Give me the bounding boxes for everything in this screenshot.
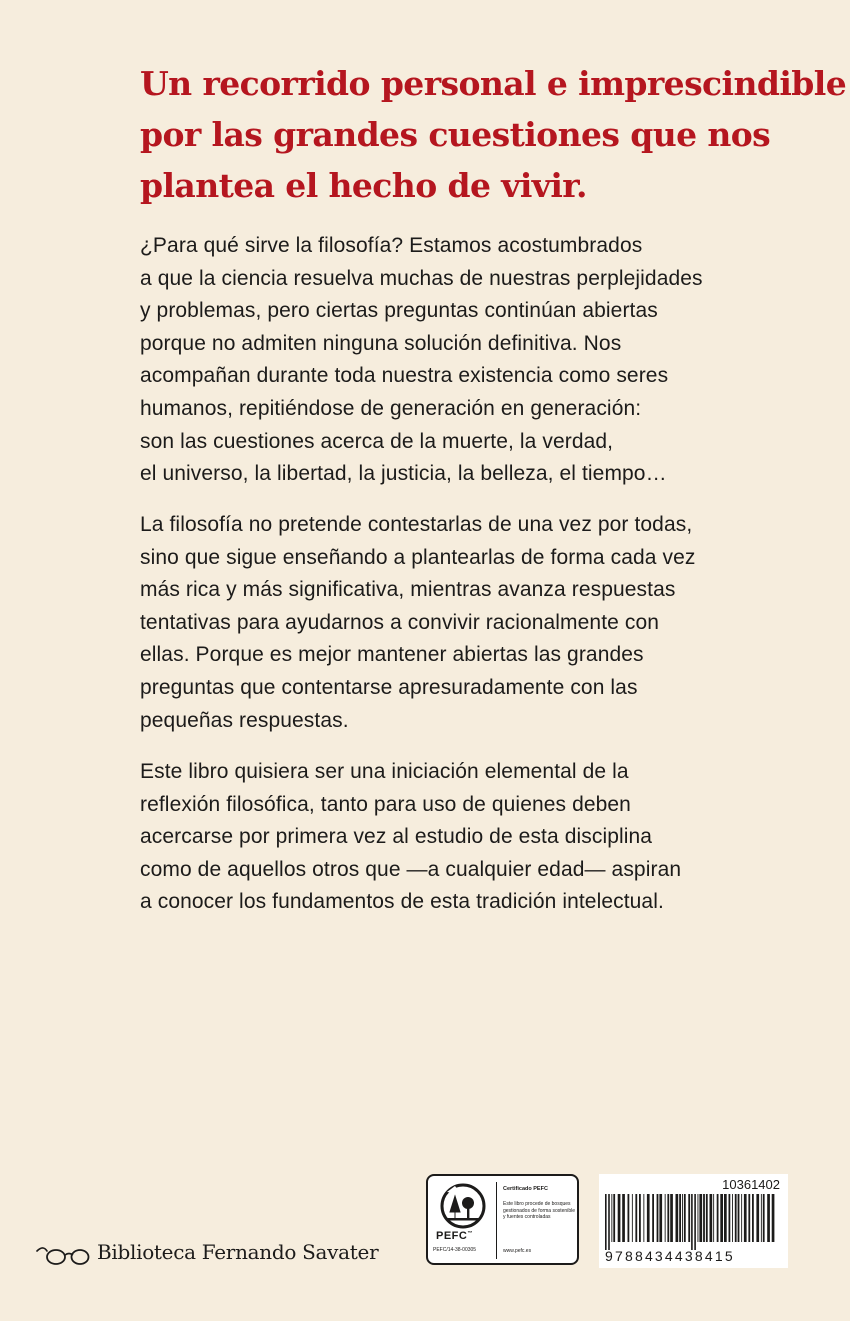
headline-line: por las grandes cuestiones que nos: [140, 115, 771, 154]
pefc-divider: [496, 1182, 497, 1259]
headline-line: plantea el hecho de vivir.: [140, 166, 587, 205]
paragraph-3: [140, 756, 820, 919]
paragraph-line: acercarse por primera vez al estudio de esta disciplina: [140, 825, 653, 849]
barcode-bars: [601, 1194, 786, 1250]
paragraph-line: son las cuestiones acerca de la muerte, la verdad,: [140, 429, 614, 453]
paragraph-line: Este libro quisiera ser una iniciación elemental de la: [140, 760, 629, 783]
paragraph-line: a que la ciencia resuelva muchas de nuestras perplejidades: [140, 266, 703, 290]
glasses-icon: [36, 1240, 90, 1270]
collection-name: Biblioteca Fernando Savater: [97, 1240, 379, 1264]
pefc-label: [426, 1174, 579, 1265]
pefc-url: www.pefc.es: [503, 1248, 532, 1254]
paragraph-line: más rica y más significativa, mientras avanza respuestas: [140, 578, 676, 602]
headline-line: Un recorrido personal e imprescindible: [140, 64, 847, 103]
paragraph-line: y problemas, pero ciertas preguntas continúan abiertas: [140, 299, 658, 323]
paragraph-line: tentativas para ayudarnos a convivir racionalmente con: [140, 610, 660, 634]
pefc-certified: Certificado PEFC: [503, 1186, 548, 1192]
pefc-trees-icon: [435, 1182, 491, 1232]
paragraph-line: como de aquellos otros que —a cualquier edad— aspiran: [140, 857, 682, 881]
barcode-ref: 10361402: [722, 1177, 780, 1192]
paragraph-line: preguntas que contentarse apresuradamente con las: [140, 675, 638, 699]
headline: [140, 58, 847, 211]
paragraph-1: [140, 230, 820, 491]
barcode: [599, 1174, 788, 1268]
pefc-description: Este libro procede de bosques gestionados de forma sostenible y fuentes controladas: [503, 1201, 575, 1220]
paragraph-line: el universo, la libertad, la justicia, la belleza, el tiempo…: [140, 462, 667, 486]
paragraph-line: humanos, repitiéndose de generación en generación:: [140, 396, 642, 420]
paragraph-line: pequeñas respuestas.: [140, 708, 349, 732]
paragraph-line: ¿Para qué sirve la filosofía? Estamos acostumbrados: [140, 234, 643, 257]
barcode-isbn: 9788434438415: [605, 1248, 735, 1264]
pefc-trademark: ™: [467, 1230, 473, 1237]
pefc-wordmark: [436, 1230, 473, 1242]
publisher-collection: [36, 1236, 416, 1276]
paragraph-line: sino que sigue enseñando a plantearlas de forma cada vez: [140, 545, 696, 569]
paragraph-line: a conocer los fundamentos de esta tradición intelectual.: [140, 890, 664, 914]
pefc-wordmark-text: PEFC: [436, 1230, 468, 1242]
paragraph-line: ellas. Porque es mejor mantener abiertas las grandes: [140, 643, 644, 667]
pefc-code: PEFC/14-38-00305: [433, 1247, 477, 1253]
paragraph-line: reflexión filosófica, tanto para uso de quienes deben: [140, 792, 631, 816]
paragraph-line: acompañan durante toda nuestra existencia como seres: [140, 364, 669, 388]
paragraph-2: [140, 509, 820, 737]
paragraph-line: La filosofía no pretende contestarlas de una vez por todas,: [140, 513, 693, 536]
paragraph-line: porque no admiten ninguna solución definitiva. Nos: [140, 331, 622, 355]
